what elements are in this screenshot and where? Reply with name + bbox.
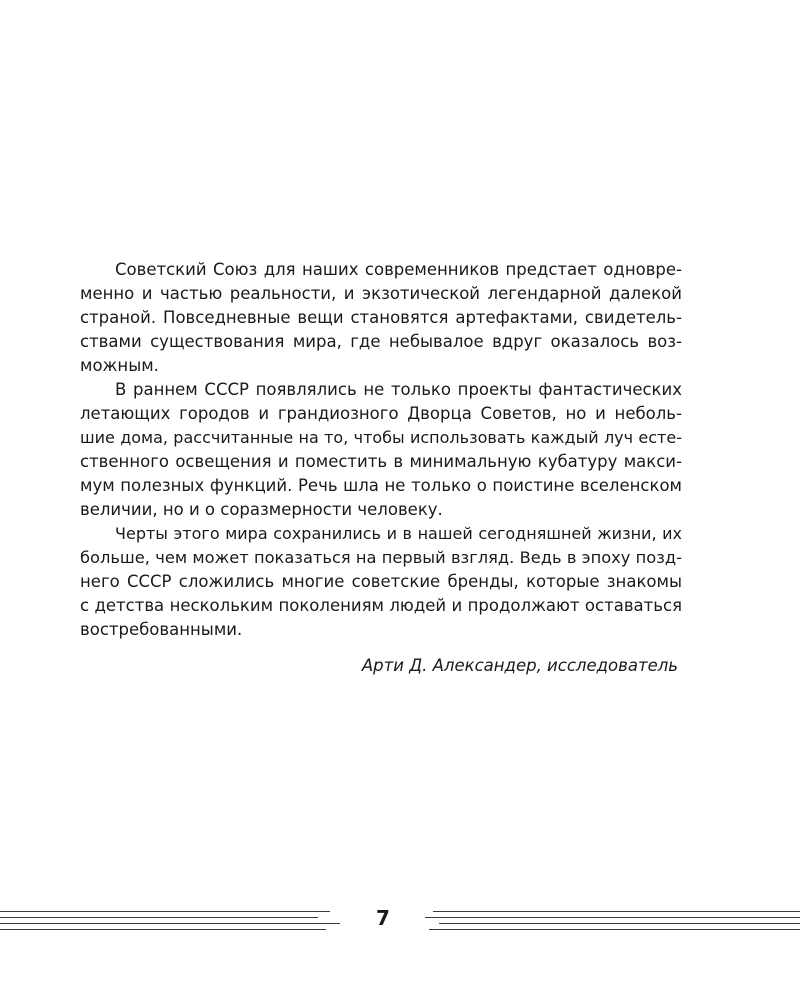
paragraph-line: с детства нескольким поколениям людей и продолжают оставаться (80, 596, 682, 615)
paragraph-line: можным. (80, 356, 159, 375)
paragraph-line: мум полезных функций. Речь шла не только о поистине вселенском (80, 476, 682, 495)
paragraph-line: летающих городов и грандиозного Дворца Советов, но и неболь- (80, 404, 682, 423)
paragraph-line: больше, чем может показаться на первый взгляд. Ведь в эпоху позд- (80, 548, 682, 567)
paragraph-line: менно и частью реальности, и экзотической легендарной далекой (80, 284, 682, 303)
paragraph-line: ственного освещения и поместить в минимальную кубатуру макси- (80, 452, 682, 471)
footer-rule-left (0, 907, 330, 935)
paragraph-line: шие дома, рассчитанные на то, чтобы использовать каждый луч есте- (80, 428, 682, 447)
author-signature: Арти Д. Александер, исследователь (361, 656, 678, 675)
paragraph-line: него СССР сложились многие советские бренды, которые знакомы (80, 572, 682, 591)
paragraph-line: величии, но и о соразмерности человеку. (80, 500, 443, 519)
text-content (80, 258, 682, 642)
paragraph-line: востребованными. (80, 620, 243, 639)
paragraph-first-line: Черты этого мира сохранились и в нашей сегодняшней жизни, их (115, 524, 682, 543)
paragraph-first-line: В раннем СССР появлялись не только проекты фантастических (115, 380, 682, 399)
paragraph-first-line: Советский Союз для наших современников предстает одновре- (115, 260, 682, 279)
page-number: 7 (376, 906, 390, 930)
footer-rule-right (425, 907, 800, 935)
paragraph-line: ствами существования мира, где небывалое вдруг оказалось воз- (80, 332, 682, 351)
paragraph-line: страной. Повседневные вещи становятся артефактами, свидетель- (80, 308, 682, 327)
